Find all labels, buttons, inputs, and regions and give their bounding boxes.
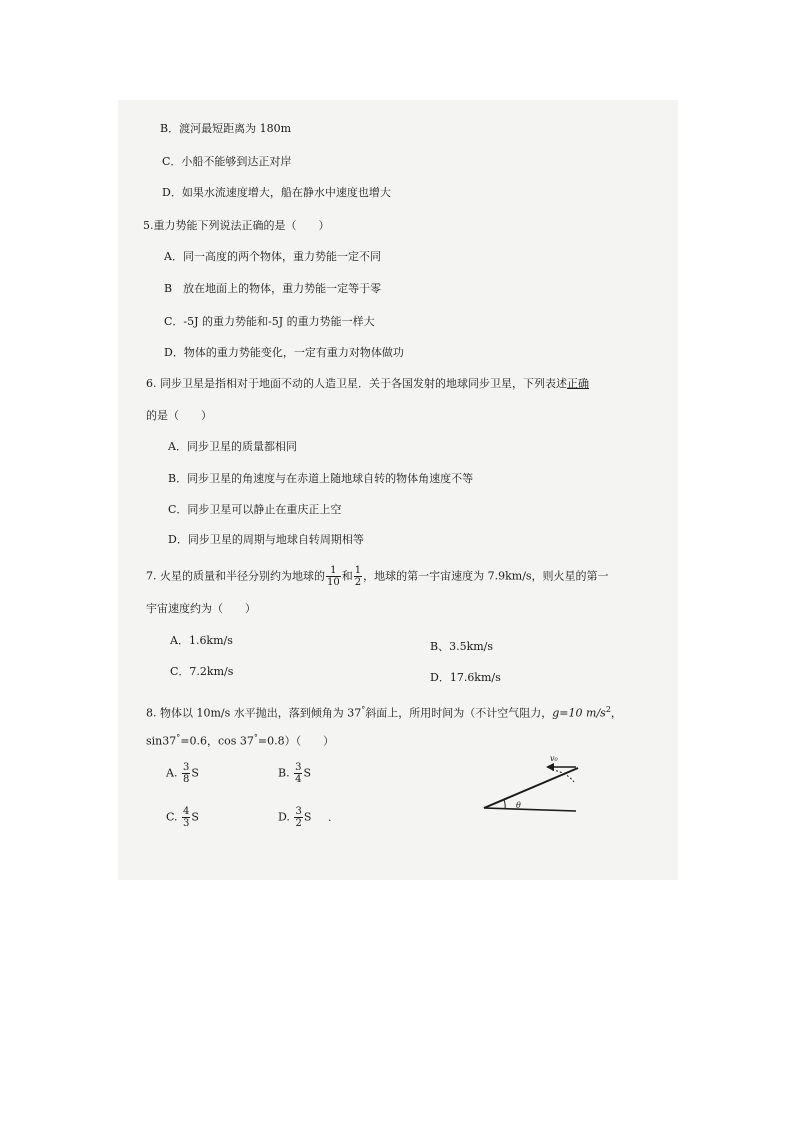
theta-label: θ [516,801,521,810]
angle-arc [504,800,505,809]
q6-stem-line1 [146,377,589,391]
q8-option-b-frac [294,762,302,785]
q8-option-d-den: 2 [295,818,302,829]
q8-option-c-frac [182,806,190,829]
q7-option-d: D．17.6km/s [430,671,501,684]
q8-stem-a: 8. 物体以 10m/s 水平抛出，落到倾角为 37 [146,706,362,720]
q8-option-b-num: 3 [295,762,302,773]
q8-option-b-den: 4 [295,774,302,785]
q8-option-a-den: 8 [182,774,190,785]
q4-option-b: B．渡河最短距离为 180m [160,122,292,135]
q5-stem: 5.重力势能下列说法正确的是（ ） [143,219,330,232]
q7-stem-prefix: 7. 火星的质量和半径分别约为地球的 [146,569,325,583]
q6-option-a: A．同步卫星的质量都相同 [168,440,297,453]
q7-frac2-num: 1 [354,565,362,576]
q8-degree-1: ° [361,705,366,714]
q8-option-b [278,762,311,785]
q6-stem-text: 6. 同步卫星是指相对于地面不动的人造卫星．关于各国发射的地球同步卫星，下列表述 [146,377,567,390]
q5-option-b: B 放在地面上的物体，重力势能一定等于零 [164,282,382,295]
q7-option-b: B、3.5km/s [430,640,494,653]
q8-option-c-num: 4 [183,806,190,817]
q8-option-d-frac [294,806,302,829]
q8-option-d-label: D. [278,810,290,824]
q8-option-d [278,806,311,829]
q8-option-a-num: 3 [182,762,190,773]
q8-tail: =0.8）（ ） [257,734,335,748]
q8-option-a-frac [182,762,190,785]
q7-and: 和 [341,569,353,583]
q7-option-c: C．7.2km/s [170,665,234,678]
q5-option-d: D．物体的重力势能变化，一定有重力对物体做功 [164,346,404,359]
q8-g-exp: 2 [605,705,611,714]
q7-frac2-den: 2 [354,577,362,588]
q6-stem-underlined: 正确 [567,377,589,390]
q8-sin: sin37 [146,734,177,748]
q6-option-c: C．同步卫星可以静止在重庆正上空 [168,503,342,516]
q5-option-a: A．同一高度的两个物体，重力势能一定不同 [164,250,381,263]
q8-option-a [166,762,199,785]
q8-option-c [166,806,199,829]
q8-option-b-unit: S [303,766,312,780]
q8-option-b-label: B. [278,766,290,780]
incline-figure [478,752,588,818]
q4-option-c: C．小船不能够到达正对岸 [162,155,292,168]
q8-option-c-label: C. [166,810,178,824]
q8-degree-2: ° [176,733,181,742]
q5-option-c: C．-5J 的重力势能和-5J 的重力势能一样大 [164,315,375,328]
q7-stem-line2: 宇宙速度约为（ ） [146,602,256,615]
q8-option-c-den: 3 [183,818,190,829]
q8-comma: ， [610,706,622,720]
q4-option-d: D．如果水流速度增大，船在静水中速度也增大 [162,186,391,199]
q8-degree-3: ° [253,733,258,742]
q8-stem-b: 斜面上，所用时间为（不计空气阻力， [365,706,553,720]
q8-option-c-unit: S [191,810,199,824]
q8-option-a-label: A. [166,766,178,780]
exam-page [118,100,678,880]
v0-label: v₀ [550,754,558,763]
q8-cos: =0.6，cos 37 [180,734,254,748]
q8-option-d-unit: S [303,810,312,824]
q7-frac1-den: 10 [327,577,340,588]
q6-option-b: B．同步卫星的角速度与在赤道上随地球自转的物体角速度不等 [168,472,474,485]
q6-option-d: D．同步卫星的周期与地球自转周期相等 [168,533,364,546]
q7-option-a: A．1.6km/s [170,634,233,647]
q8-option-a-unit: S [191,766,199,780]
q8-option-d-num: 3 [295,806,302,817]
q8-stem-line1 [146,703,622,721]
q6-stem-line2: 的是（ ） [146,409,212,422]
q7-stem-line1 [146,565,609,588]
q7-fraction-2 [354,565,362,588]
q8-stem-line2 [146,731,334,749]
q8-g-value: g=10 m/s [552,706,606,720]
q7-frac1-num: 1 [326,565,341,577]
q7-fraction-1 [326,565,341,588]
ground-line [484,808,576,811]
q7-stem-suffix: ，地球的第一宇宙速度为 7.9km/s，则火星的第一 [363,569,609,583]
stray-dot: · [328,814,332,827]
